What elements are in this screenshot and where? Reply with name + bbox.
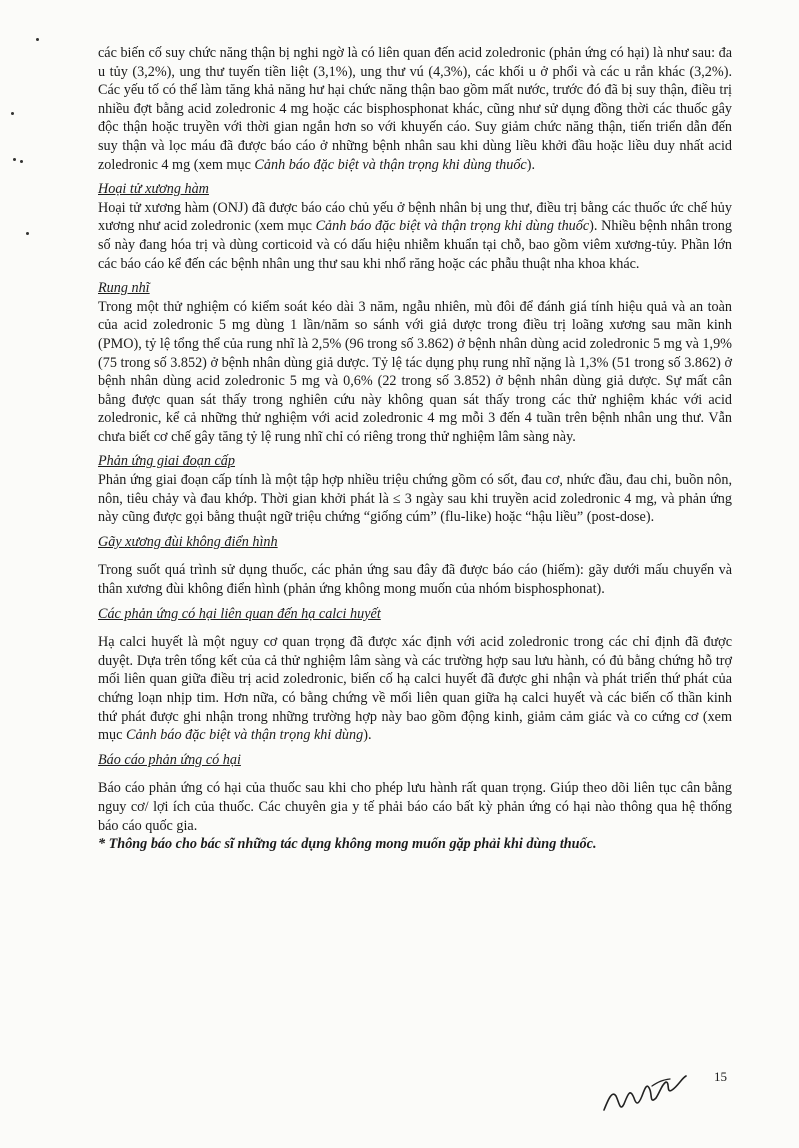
intro-tail: ). xyxy=(526,156,535,173)
reporting-heading: Báo cáo phản ứng có hại xyxy=(98,751,241,768)
af-paragraph: Trong một thử nghiệm có kiểm soát kéo dài 3 năm, ngẫu nhiên, mù đôi để đánh giá tính hiệu quả và an toàn của acid zoledronic 5 mg dùng 1 lần/năm so sánh với giả dược trong điều trị loãng xương sau mãn kinh (PMO), tỷ lệ tổng thể của rung nhĩ là 2,5% (96 trong số 3.862) ở bệnh nhân dùng acid zoledronic 5 mg và 1,9% (75 trong số 3.852) ở bệnh nhân dùng giả dược. Tỷ lệ tác dụng phụ rung nhĩ nặng là 1,3% (51 trong số 3.862) ở bệnh nhân dùng acid zoledronic 5 mg và 0,6% (22 trong số 3.852) ở bệnh nhân dùng giả dược. Sự mất cân bằng được quan sát thấy trong nghiên cứu này không quan sát thấy trong các thử nghiệm khác với acid zoledronic, kể cả những thử nghiệm với acid zoledronic 4 mg mỗi 3 đến 4 tuần trên bệnh nhân ung thư. Vẫn chưa biết cơ chế gây tăng tỷ lệ rung nhĩ chỉ có riêng trong thử nghiệm lâm sàng này. xyxy=(98,298,732,445)
hypocalcemia-paragraph xyxy=(98,633,732,745)
apr-paragraph: Phản ứng giai đoạn cấp tính là một tập hợp nhiều triệu chứng gồm có sốt, đau cơ, nhức đầu, đau chi, buồn nôn, nôn, tiêu chảy và đau khớp. Thời gian khởi phát là ≤ 3 ngày sau khi truyền acid zoledronic 4 mg, và phản ứng này cũng được gọi bằng thuật ngữ triệu chứng “giống cúm” (flu-like) hoặc “hậu liều” (post-dose). xyxy=(98,472,732,526)
scan-speck xyxy=(13,158,16,161)
intro-section-reference: Cảnh báo đặc biệt và thận trọng khi dùng thuốc xyxy=(254,156,527,173)
section-reporting xyxy=(98,751,732,835)
fracture-paragraph: Trong suốt quá trình sử dụng thuốc, các phản ứng sau đây đã được báo cáo (hiếm): gãy dưới mấu chuyển và thân xương đùi không điển hình (phản ứng không mong muốn của nhóm bisphosphonat). xyxy=(98,562,732,598)
scan-speck xyxy=(20,160,23,163)
section-onj xyxy=(98,180,732,273)
intro-text: các biến cố suy chức năng thận bị nghi ngờ là có liên quan đến acid zoledronic (phản ứng có hại) là như sau: đa u tủy (3,2%), ung thư tuyến tiền liệt (3,1%), ung thư vú (4,3%), các khối u ở phổi và các u rắn khác (3,2%). Các yếu tố có thể làm tăng khả năng hư hại chức năng thận bao gồm mất nước, trước đó đã bị suy thận, điều trị nhiều đợt bằng acid zoledronic 4 mg hoặc các bisphosphonat khác, cũng như sử dụng đồng thời các thuốc gây độc thận hoặc truyền với thời gian ngắn hơn so với khuyến cáo. Suy giảm chức năng thận, tiến triển dẫn đến suy thận và lọc máu đã được báo cáo ở những bệnh nhân sau khi dùng liều khởi đầu hoặc liều duy nhất acid zoledronic 4 mg (xem mục xyxy=(98,45,732,173)
onj-heading: Hoại tử xương hàm xyxy=(98,181,209,198)
onj-tail: ). Nhiều bệnh nhân trong số này đang hóa trị và dùng corticoid và có dấu hiệu nhiễm khuẩn tại chỗ, bao gồm viêm xương-tủy. Phần lớn các báo cáo kể đến các bệnh nhân ung thư sau khi nhổ răng hoặc các phẫu thuật nha khoa khác. xyxy=(98,218,732,272)
fracture-heading: Gãy xương đùi không điển hình xyxy=(98,533,278,550)
onj-section-reference: Cảnh báo đặc biệt và thận trọng khi dùng thuốc xyxy=(315,218,590,235)
hypocalcemia-heading: Các phản ứng có hại liên quan đến hạ calci huyết xyxy=(98,605,381,622)
page-number: 15 xyxy=(714,1069,727,1084)
hypocalcemia-tail: ). xyxy=(363,727,372,744)
onj-text: Hoại tử xương hàm (ONJ) đã được báo cáo chủ yếu ở bệnh nhân bị ung thư, điều trị bằng các thuốc ức chế hủy xương như acid zoledronic (xem mục xyxy=(98,199,732,235)
scan-speck xyxy=(26,232,29,235)
section-atrial-fibrillation xyxy=(98,279,732,446)
intro-paragraph xyxy=(98,44,732,174)
af-heading: Rung nhĩ xyxy=(98,280,150,297)
scan-speck xyxy=(36,38,39,41)
document-page xyxy=(98,44,732,854)
reporting-paragraph: Báo cáo phản ứng có hại của thuốc sau khi cho phép lưu hành rất quan trọng. Giúp theo dõi liên tục cân bằng nguy cơ/ lợi ích của thuốc. Các chuyên gia y tế phải báo cáo bất kỳ phản ứng có hại nào thông qua hệ thống báo cáo quốc gia. xyxy=(98,780,732,834)
section-atypical-fracture xyxy=(98,533,732,599)
section-acute-phase-reaction xyxy=(98,452,732,526)
hypocalcemia-text: Hạ calci huyết là một nguy cơ quan trọng đã được xác định với acid zoledronic trong các chỉ định đã được duyệt. Dựa trên tổng kết của cả thử nghiệm lâm sàng và các trường hợp sau lưu hành, có đủ bằng chứng hỗ trợ mối liên quan giữa điều trị acid zoledronic, biến cố hạ calci huyết đã được ghi nhận và phát triển thứ phát của chứng loạn nhịp tim. Hơn nữa, có bằng chứng về mối liên quan giữa hạ calci huyết và các biến cố thần kinh thứ phát được ghi nhận trong những trường hợp này bao gồm động kinh, giảm cảm giác và co cứng cơ (xem mục xyxy=(98,634,732,744)
onj-paragraph xyxy=(98,199,732,273)
doctor-notice: * Thông báo cho bác sĩ những tác dụng không mong muốn gặp phải khi dùng thuốc. xyxy=(98,836,597,853)
scan-speck xyxy=(11,112,14,115)
handwritten-signature-icon xyxy=(600,1060,695,1120)
section-hypocalcemia xyxy=(98,605,732,745)
hypocalcemia-section-reference: Cảnh báo đặc biệt và thận trọng khi dùng xyxy=(125,727,364,744)
apr-heading: Phản ứng giai đoạn cấp xyxy=(98,453,235,470)
